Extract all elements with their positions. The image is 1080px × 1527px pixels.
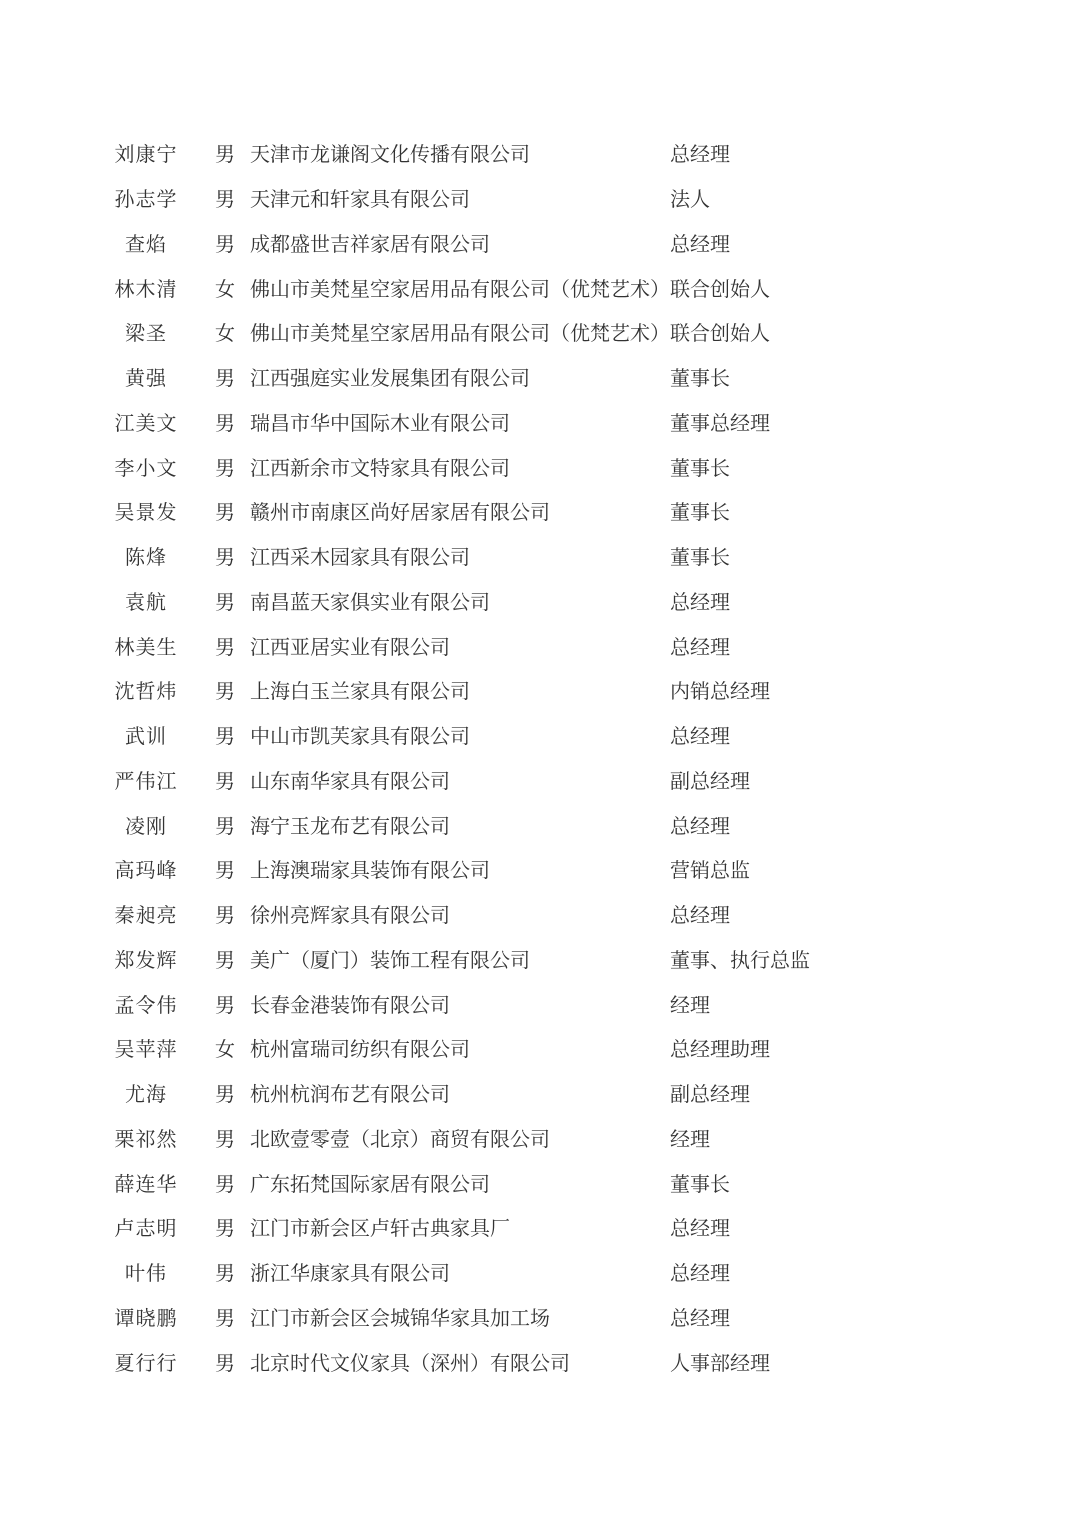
company-cell: 广东拓梵国际家居有限公司 [250,1173,490,1196]
title-cell: 总经理 [670,815,730,838]
name-cell: 梁圣 [125,323,167,346]
table-row [110,715,810,760]
gender-cell: 男 [215,994,235,1017]
name-cell: 郑发辉 [114,949,178,972]
gender-cell: 女 [215,323,235,346]
table-row [110,625,810,670]
company-cell: 山东南华家具有限公司 [250,770,450,793]
table-row [110,849,810,894]
name-cell: 孙志学 [114,189,178,212]
company-cell: 佛山市美梵星空家居用品有限公司（优梵艺术） [250,278,670,301]
table-row [110,1073,810,1118]
gender-cell: 女 [215,278,235,301]
company-cell: 长春金港装饰有限公司 [250,994,450,1017]
name-cell: 吴苹萍 [114,1039,178,1062]
title-cell: 总经理 [670,726,730,749]
company-cell: 成都盛世吉祥家居有限公司 [250,233,490,256]
company-cell: 杭州富瑞司纺织有限公司 [250,1039,470,1062]
name-cell: 卢志明 [114,1218,178,1241]
company-cell: 海宁玉龙布艺有限公司 [250,815,450,838]
title-cell: 董事长 [670,547,730,570]
gender-cell: 男 [215,681,235,704]
name-cell: 武训 [125,726,167,749]
gender-cell: 男 [215,1084,235,1107]
table-row [110,446,810,491]
title-cell: 董事长 [670,502,730,525]
company-cell: 江西新余市文特家具有限公司 [250,457,510,480]
name-cell: 尤海 [125,1084,167,1107]
title-cell: 董事长 [670,457,730,480]
company-cell: 徐州亮辉家具有限公司 [250,905,450,928]
table-row [110,1028,810,1073]
table-row [110,1162,810,1207]
name-cell: 夏行行 [114,1352,178,1375]
company-cell: 浙江华康家具有限公司 [250,1263,450,1286]
name-cell: 查焰 [125,233,167,256]
company-cell: 天津元和轩家具有限公司 [250,189,470,212]
gender-cell: 男 [215,860,235,883]
company-cell: 佛山市美梵星空家居用品有限公司（优梵艺术） [250,323,670,346]
company-cell: 赣州市南康区尚好居家居有限公司 [250,502,550,525]
table-row [110,357,810,402]
gender-cell: 男 [215,233,235,256]
title-cell: 总经理 [670,1307,730,1330]
name-cell: 林木清 [114,278,178,301]
title-cell: 总经理 [670,1263,730,1286]
table-row [110,1118,810,1163]
title-cell: 总经理 [670,905,730,928]
gender-cell: 男 [215,591,235,614]
gender-cell: 男 [215,949,235,972]
table-row [110,178,810,223]
name-cell: 袁航 [125,591,167,614]
company-cell: 中山市凯芙家具有限公司 [250,726,470,749]
name-cell: 凌刚 [125,815,167,838]
company-cell: 江西亚居实业有限公司 [250,636,450,659]
name-cell: 薛连华 [114,1173,178,1196]
name-cell: 刘康宁 [114,144,178,167]
title-cell: 董事总经理 [670,412,770,435]
table-row [110,1252,810,1297]
gender-cell: 男 [215,412,235,435]
company-cell: 美广（厦门）装饰工程有限公司 [250,949,530,972]
table-row [110,670,810,715]
company-cell: 江西采木园家具有限公司 [250,547,470,570]
gender-cell: 男 [215,1218,235,1241]
table-row [110,760,810,805]
company-cell: 江西强庭实业发展集团有限公司 [250,368,530,391]
title-cell: 联合创始人 [670,278,770,301]
table-row [110,804,810,849]
gender-cell: 男 [215,1307,235,1330]
table-row [110,1207,810,1252]
name-cell: 吴景发 [114,502,178,525]
name-cell: 沈哲炜 [114,681,178,704]
roster-table [110,133,810,1386]
gender-cell: 男 [215,547,235,570]
title-cell: 人事部经理 [670,1352,770,1375]
gender-cell: 男 [215,1263,235,1286]
company-cell: 瑞昌市华中国际木业有限公司 [250,412,510,435]
gender-cell: 女 [215,1039,235,1062]
company-cell: 北京时代文仪家具（深州）有限公司 [250,1352,570,1375]
gender-cell: 男 [215,726,235,749]
title-cell: 董事、执行总监 [670,949,810,972]
name-cell: 严伟江 [114,770,178,793]
company-cell: 天津市龙谦阁文化传播有限公司 [250,144,530,167]
table-row [110,267,810,312]
title-cell: 总经理助理 [670,1039,770,1062]
title-cell: 经理 [670,994,710,1017]
table-row [110,1297,810,1342]
gender-cell: 男 [215,1173,235,1196]
table-row [110,939,810,984]
company-cell: 上海白玉兰家具有限公司 [250,681,470,704]
title-cell: 董事长 [670,1173,730,1196]
title-cell: 内销总经理 [670,681,770,704]
company-cell: 南昌蓝天家俱实业有限公司 [250,591,490,614]
company-cell: 北欧壹零壹（北京）商贸有限公司 [250,1128,550,1151]
table-row [110,1341,810,1386]
name-cell: 黄强 [125,368,167,391]
title-cell: 总经理 [670,233,730,256]
gender-cell: 男 [215,1128,235,1151]
name-cell: 高玛峰 [114,860,178,883]
gender-cell: 男 [215,770,235,793]
title-cell: 营销总监 [670,860,750,883]
title-cell: 联合创始人 [670,323,770,346]
name-cell: 叶伟 [125,1263,167,1286]
table-row [110,983,810,1028]
table-row [110,894,810,939]
name-cell: 秦昶亮 [114,905,178,928]
gender-cell: 男 [215,1352,235,1375]
table-row [110,133,810,178]
gender-cell: 男 [215,457,235,480]
name-cell: 谭晓鹏 [114,1307,178,1330]
name-cell: 林美生 [114,636,178,659]
gender-cell: 男 [215,905,235,928]
table-row [110,402,810,447]
gender-cell: 男 [215,189,235,212]
gender-cell: 男 [215,636,235,659]
company-cell: 杭州杭润布艺有限公司 [250,1084,450,1107]
name-cell: 李小文 [114,457,178,480]
title-cell: 总经理 [670,144,730,167]
title-cell: 副总经理 [670,770,750,793]
gender-cell: 男 [215,368,235,391]
company-cell: 江门市新会区会城锦华家具加工场 [250,1307,550,1330]
name-cell: 江美文 [114,412,178,435]
title-cell: 法人 [670,189,710,212]
title-cell: 副总经理 [670,1084,750,1107]
title-cell: 经理 [670,1128,710,1151]
name-cell: 孟令伟 [114,994,178,1017]
gender-cell: 男 [215,144,235,167]
gender-cell: 男 [215,815,235,838]
title-cell: 总经理 [670,1218,730,1241]
title-cell: 董事长 [670,368,730,391]
name-cell: 陈烽 [125,547,167,570]
company-cell: 上海澳瑞家具装饰有限公司 [250,860,490,883]
table-row [110,536,810,581]
gender-cell: 男 [215,502,235,525]
table-row [110,491,810,536]
name-cell: 栗祁然 [114,1128,178,1151]
table-row [110,223,810,268]
company-cell: 江门市新会区卢轩古典家具厂 [250,1218,510,1241]
table-row [110,312,810,357]
table-row [110,581,810,626]
title-cell: 总经理 [670,591,730,614]
title-cell: 总经理 [670,636,730,659]
